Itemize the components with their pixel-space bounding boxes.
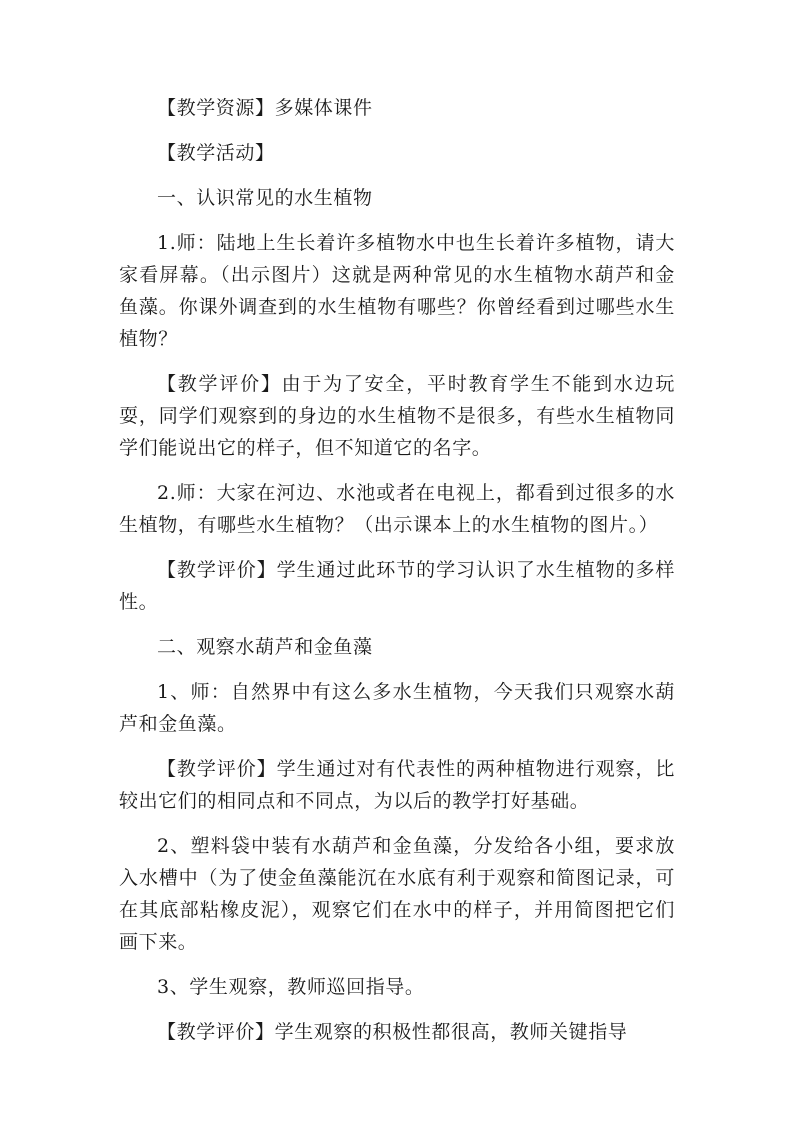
section-resources: 【教学资源】多媒体课件 bbox=[157, 97, 373, 119]
paragraph-observe-step-1: 1、师：自然界中有这么多水生植物，今天我们只观察水葫芦和金鱼藻。 bbox=[119, 681, 675, 735]
paragraph-step-1: 1.师：陆地上生长着许多植物水中也生长着许多植物，请大家看屏幕。（出示图片）这就是两种常见的水生植物水葫芦和金鱼藻。你课外调查到的水生植物有哪些？你曾经看到过哪些水生植物？ bbox=[119, 232, 675, 350]
heading-part-two: 二、观察水葫芦和金鱼藻 bbox=[157, 636, 373, 658]
paragraph-evaluation-1: 【教学评价】由于为了安全，平时教育学生不能到水边玩耍，同学们观察到的身边的水生植物不是很多，有些水生植物同学们能说出它的样子，但不知道它的名字。 bbox=[119, 373, 675, 459]
section-activities-heading: 【教学活动】 bbox=[157, 142, 275, 164]
paragraph-evaluation-3: 【教学评价】学生通过对有代表性的两种植物进行观察，比较出它们的相同点和不同点，为以后的教学打好基础。 bbox=[119, 758, 675, 812]
paragraph-observe-step-2: 2、塑料袋中装有水葫芦和金鱼藻，分发给各小组，要求放入水槽中（为了使金鱼藻能沉在水底有利于观察和简图记录，可在其底部粘橡皮泥），观察它们在水中的样子，并用简图把它们画下来。 bbox=[119, 835, 675, 953]
paragraph-observe-step-3: 3、学生观察，教师巡回指导。 bbox=[157, 976, 425, 998]
paragraph-step-2: 2.师：大家在河边、水池或者在电视上，都看到过很多的水生植物，有哪些水生植物？（出示课本上的水生植物的图片。） bbox=[119, 482, 675, 536]
paragraph-evaluation-2: 【教学评价】学生通过此环节的学习认识了水生植物的多样性。 bbox=[119, 559, 675, 613]
paragraph-evaluation-4: 【教学评价】学生观察的积极性都很高，教师关键指导 bbox=[157, 1021, 628, 1043]
document-body bbox=[119, 92, 675, 1061]
heading-part-one: 一、认识常见的水生植物 bbox=[157, 187, 373, 209]
